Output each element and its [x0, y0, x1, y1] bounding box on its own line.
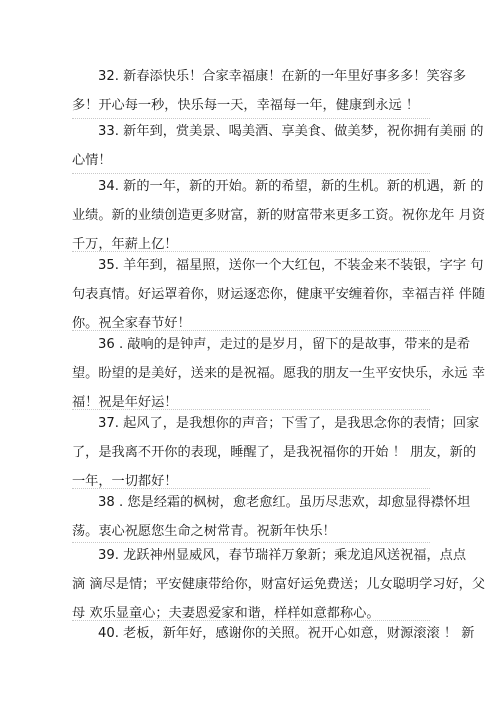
- greeting-entry-36: [72, 330, 486, 417]
- text-line: 32. 新春添快乐！合家幸福康！在新的一年里好事多多！笑容多: [98, 69, 467, 84]
- text-line: 38 . 您是经霜的枫树，愈老愈红。虽历尽悲欢，却愈显得襟怀坦: [98, 495, 471, 510]
- greeting-entry-38: [72, 488, 471, 546]
- text-line: 33. 新年到，赏美景、喝美酒、享美食、做美梦，祝你拥有美丽 的: [98, 124, 484, 139]
- text-line: 多！开心每一秒，快乐每一天，幸福每一年，健康到永远 ！: [72, 98, 420, 113]
- greeting-entry-32: [72, 62, 467, 120]
- text-line: 39. 龙跃神州显威风，春节瑞祥万象新；乘龙追风送祝福，点点: [98, 548, 467, 563]
- text-line: 福！祝是年好运！: [72, 395, 178, 410]
- greeting-entry-39: [72, 541, 486, 628]
- text-line: 36 . 敲响的是钟声，走过的是岁月，留下的是故事，带来的是希: [98, 337, 471, 352]
- text-line: 心情！: [72, 153, 112, 168]
- greeting-entry-34: [72, 172, 486, 259]
- text-line: 37. 起风了，是我想你的声音；下雪了，是我思念你的表情；回家: [98, 416, 480, 431]
- text-line: 望。盼望的是美好，送来的是祝福。愿我的朋友一生平安快乐，永远 幸: [72, 366, 486, 381]
- text-line: 你。祝全家春节好！: [72, 316, 191, 331]
- greeting-entry-33: [72, 117, 484, 175]
- text-line: 荡。衷心祝愿您生命之树常青。祝新年快乐！: [72, 524, 336, 539]
- greeting-entry-35: [72, 251, 486, 338]
- text-line: 34. 新的一年，新的开始。新的希望，新的生机。新的机遇，新 的: [98, 179, 484, 194]
- text-line: 了，是我离不开你的表现，睡醒了，是我祝福你的开始 ！ 朋友，新的: [72, 445, 477, 460]
- greeting-entry-37: [72, 409, 480, 496]
- text-line: 一年，一切都好！: [72, 474, 178, 489]
- text-line: 千万，年薪上亿！: [72, 237, 178, 252]
- text-line: 母 欢乐显童心；夫妻恩爱家和谐，样样如意都称心。: [72, 606, 380, 621]
- greeting-entry-40: [72, 619, 475, 648]
- text-line: 滴 滴尽是情；平安健康带给你，财富好运免费送；儿女聪明学习好，父: [72, 577, 486, 592]
- text-line: 40. 老板，新年好，感谢你的关照。祝开心如意，财源滚滚 ！ 新: [98, 626, 475, 641]
- text-line: 句表真情。好运罩着你，财运逐恋你，健康平安缠着你，幸福吉祥 伴随: [72, 287, 486, 302]
- text-line: 35. 羊年到，福星照，送你一个大红包，不装金来不装银，字字 句: [98, 258, 484, 273]
- text-line: 业绩。新的业绩创造更多财富，新的财富带来更多工资。祝你龙年 月资: [72, 208, 486, 223]
